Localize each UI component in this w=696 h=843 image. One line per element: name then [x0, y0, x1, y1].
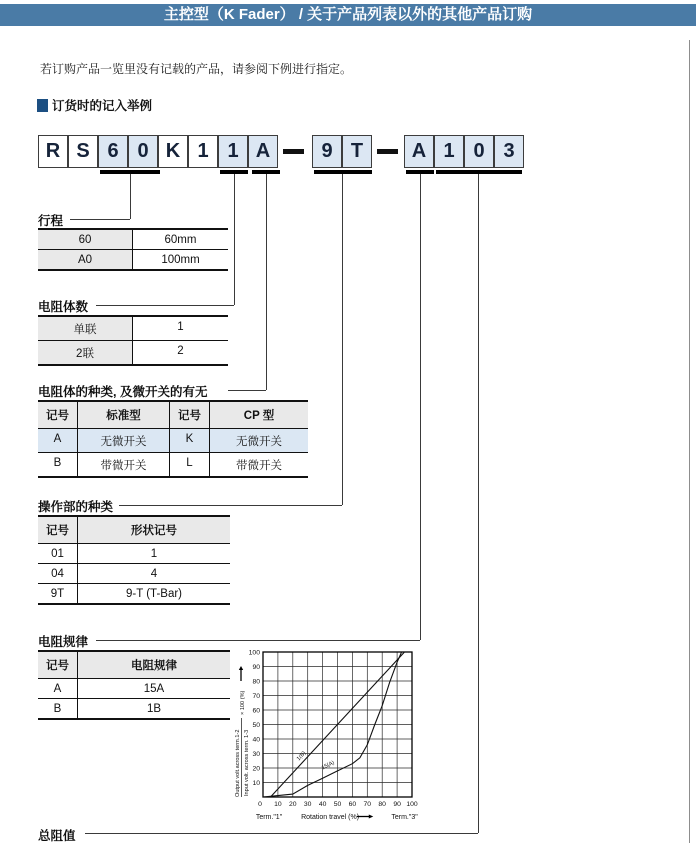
svg-text:× 100 (%): × 100 (%)	[240, 690, 246, 715]
page-header-bar	[0, 4, 696, 26]
page-title: 主控型（K Fader） / 关于产品列表以外的其他产品订购	[163, 6, 533, 23]
knob-table	[38, 515, 230, 605]
leader-line	[119, 505, 342, 506]
table-cell: B	[38, 699, 78, 718]
code-box: 6	[98, 135, 128, 168]
svg-text:90: 90	[252, 663, 260, 671]
section-heading	[37, 96, 152, 114]
code-box: 0	[464, 135, 494, 168]
table-cell: 9T	[38, 584, 78, 603]
table-header-row	[38, 517, 230, 543]
column-header: 记号	[38, 517, 78, 543]
leader-line	[266, 174, 267, 390]
elements-label: 电阻体数	[38, 300, 89, 314]
table-row	[38, 249, 228, 269]
stroke-table	[38, 228, 228, 271]
code-box: 9	[312, 135, 342, 168]
svg-text:50: 50	[252, 721, 260, 729]
total-label: 总阻值	[38, 829, 76, 843]
code-box: 1	[188, 135, 218, 168]
table-cell: 60mm	[164, 233, 197, 246]
svg-text:1(B): 1(B)	[295, 750, 308, 763]
code-box: A	[248, 135, 278, 168]
code-box: A	[404, 135, 434, 168]
table-row	[38, 452, 308, 476]
code-dash-separator	[377, 149, 398, 154]
table-row	[38, 543, 230, 563]
column-header: 标准型	[78, 402, 170, 428]
table-row	[38, 428, 308, 452]
leader-line	[96, 305, 234, 306]
column-header: 记号	[38, 652, 78, 678]
stroke-label: 行程	[38, 214, 64, 228]
table-cell: K	[170, 429, 210, 452]
svg-text:60: 60	[348, 801, 357, 808]
table-cell: 2联	[38, 341, 133, 364]
table-cell: 01	[38, 544, 78, 563]
table-cell: 无微开关	[78, 429, 170, 452]
knob-label: 操作部的种类	[38, 500, 114, 514]
svg-text:70: 70	[363, 801, 372, 808]
leader-line	[228, 390, 266, 391]
section-title: 订货时的记入举例	[52, 99, 153, 113]
underline-marker	[436, 170, 522, 174]
svg-text:Term."1": Term."1"	[255, 814, 283, 821]
table-cell: 15A	[143, 682, 165, 695]
table-cell: 带微开关	[78, 453, 170, 476]
table-cell: 2	[177, 344, 184, 357]
table-cell: 100mm	[161, 253, 200, 266]
table-row	[38, 340, 228, 364]
code-dash-separator	[283, 149, 304, 154]
table-header-row	[38, 402, 308, 428]
table-header-row	[38, 652, 230, 678]
column-header: 记号	[170, 402, 210, 428]
svg-text:30: 30	[252, 750, 260, 758]
code-box: 1	[434, 135, 464, 168]
code-box: 1	[218, 135, 248, 168]
table-cell: B	[38, 453, 78, 476]
svg-text:100: 100	[248, 649, 260, 657]
svg-text:40: 40	[252, 736, 260, 744]
column-header: 记号	[38, 402, 78, 428]
code-box: S	[68, 135, 98, 168]
code-box: 0	[128, 135, 158, 168]
svg-text:Term."3": Term."3"	[391, 814, 418, 821]
svg-text:80: 80	[252, 678, 260, 686]
table-cell: 4	[150, 567, 158, 580]
taper-chart	[228, 645, 428, 835]
leader-line	[234, 174, 235, 305]
table-cell: 1	[177, 320, 184, 333]
table-cell: 带微开关	[236, 459, 282, 472]
leader-line	[478, 174, 479, 833]
leader-line	[420, 174, 421, 640]
leader-line	[70, 219, 130, 220]
table-cell: A	[38, 679, 78, 698]
underline-marker	[314, 170, 372, 174]
svg-text:Input volt. across term. 1-3: Input volt. across term. 1-3	[244, 729, 250, 796]
code-box: K	[158, 135, 188, 168]
taper-label: 电阻规律	[38, 635, 89, 649]
svg-text:80: 80	[378, 801, 386, 808]
table-row	[38, 230, 228, 249]
table-cell: 1	[150, 547, 158, 560]
table-cell: 60	[38, 230, 133, 249]
page-right-rule	[689, 40, 690, 843]
table-row	[38, 698, 230, 718]
svg-text:Rotation travel (%): Rotation travel (%)	[301, 814, 360, 821]
code-box: R	[38, 135, 68, 168]
leader-line	[96, 640, 420, 641]
svg-text:90: 90	[393, 801, 401, 808]
column-header: 电阻规律	[78, 652, 230, 678]
switch-label: 电阻体的种类, 及微开关的有无	[38, 385, 208, 399]
switch-table	[38, 400, 308, 478]
table-cell: 9-T (T-Bar)	[125, 587, 182, 600]
code-box: T	[342, 135, 372, 168]
svg-text:15(A): 15(A)	[320, 759, 336, 772]
table-cell: L	[170, 453, 210, 476]
svg-text:20: 20	[289, 801, 297, 808]
taper-table	[38, 650, 230, 720]
table-cell: 无微开关	[210, 429, 308, 452]
leader-line	[130, 174, 131, 219]
svg-text:100: 100	[406, 801, 418, 808]
svg-text:50: 50	[333, 801, 342, 808]
column-header: 形状记号	[78, 517, 230, 543]
svg-text:0: 0	[258, 801, 262, 808]
table-cell: 04	[38, 564, 78, 583]
svg-text:Output volt.across term.1-2: Output volt.across term.1-2	[235, 729, 241, 797]
elements-table	[38, 315, 228, 366]
leader-line	[342, 174, 343, 505]
svg-text:10: 10	[274, 801, 282, 808]
table-row	[38, 563, 230, 583]
table-cell: 1B	[146, 702, 162, 715]
table-cell: A0	[38, 250, 133, 269]
table-row	[38, 583, 230, 603]
table-cell: 单联	[38, 317, 133, 340]
code-box: 3	[494, 135, 524, 168]
svg-text:60: 60	[252, 707, 260, 715]
svg-text:40: 40	[318, 801, 327, 808]
svg-text:10: 10	[252, 779, 260, 787]
table-cell: A	[38, 429, 78, 452]
svg-text:20: 20	[252, 765, 260, 773]
table-row	[38, 317, 228, 340]
svg-text:30: 30	[303, 801, 312, 808]
table-row	[38, 678, 230, 698]
intro-text: 若订购产品一览里没有记载的产品，请参阅下例进行指定。	[40, 62, 353, 76]
column-header: CP 型	[210, 402, 308, 428]
svg-text:70: 70	[252, 692, 260, 700]
blue-square-bullet-icon	[37, 99, 48, 112]
